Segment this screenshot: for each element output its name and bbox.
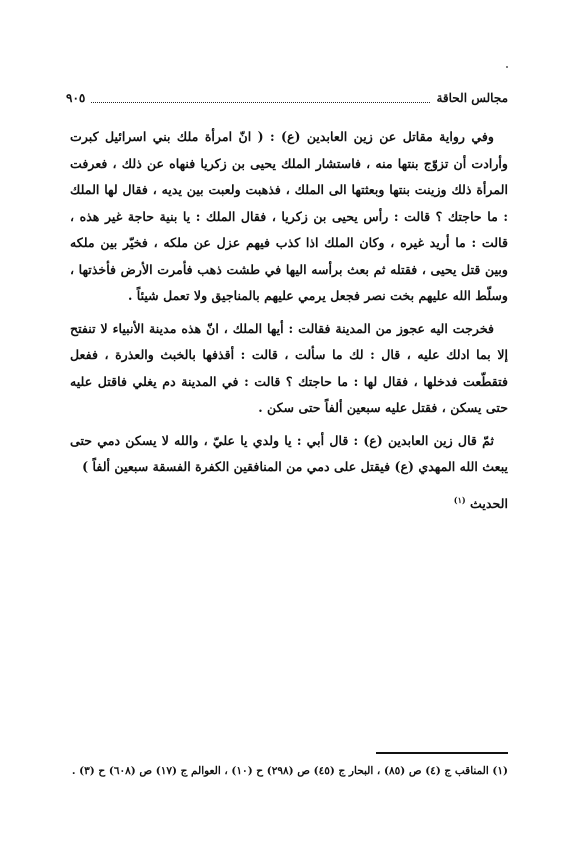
closing-text: الحديث bbox=[470, 495, 508, 511]
closing-line bbox=[70, 487, 508, 518]
running-header bbox=[66, 88, 508, 108]
header-dot-leader bbox=[91, 93, 430, 103]
paragraph-3: ثمّ قال زين العابدين (ع) : قال أبي : يا ولدي يا عليّ ، والله لا يسكن دمي حتى يبعث الله المهدي (ع) فيقتل على دمي من المنافقين الكفرة الفسقة سبعين ألفاً ) bbox=[70, 432, 508, 474]
footnote-text: (١) المناقب ج (٤) ص (٨٥) ، البحار ج (٤٥) ص (٢٩٨) ح (١٠) ، العوالم ج (١٧) ص (٦٠٨) ح (٣) . bbox=[71, 765, 508, 777]
header-title: مجالس الحاقة bbox=[436, 91, 508, 105]
paragraph-2: فخرجت اليه عجوز من المدينة فقالت : أيها الملك ، انّ هذه مدينة الأنبياء لا تنفتح إلا بما ادلك عليه ، قال : لك ما سألت ، قالت : أقذفها بالخبث والعذرة ، ففعل فتقطّعت فدخلها ، فقال لها : ما حاجتك ؟ قالت : في المدينة دم يغلي فاقتل عليه حتى يسكن ، فقتل عليه سبعين ألفاً حتى سكن . bbox=[70, 320, 508, 415]
footnote-separator bbox=[376, 752, 508, 754]
page-mark bbox=[506, 66, 508, 68]
footnote-reference: (١) bbox=[453, 494, 466, 505]
main-text bbox=[70, 124, 508, 517]
paragraph-1: وفي رواية مقاتل عن زين العابدين (ع) : ( انّ امرأة ملك بني اسرائيل كبرت وأرادت أن تزوّج بنتها منه ، فاستشار الملك يحيى بن زكريا فنهاه عن ذلك ، فعرفت المرأة ذلك وزينت بنتها وبعثتها الى الملك ، فذهبت ولعبت بين يديه ، فقال لها الملك : ما حاجتك ؟ قالت : رأس يحيى بن زكريا ، فقال الملك : يا بنية حاجة غير هذه ، قالت : ما أريد غيره ، وكان الملك اذا كذب فيهم عزل عن ملكه ، فخيّر بين ملكه وبين قتل يحيى ، فقتله ثم بعث برأسه اليها في طشت ذهب فأمرت الأرض فأخذتها ، وسلّط الله عليهم بخت نصر فجعل يرمي عليهم بالمناجيق ولا تعمل شيئاً . bbox=[70, 129, 508, 303]
page-number: ٩٠٥ bbox=[66, 91, 86, 105]
